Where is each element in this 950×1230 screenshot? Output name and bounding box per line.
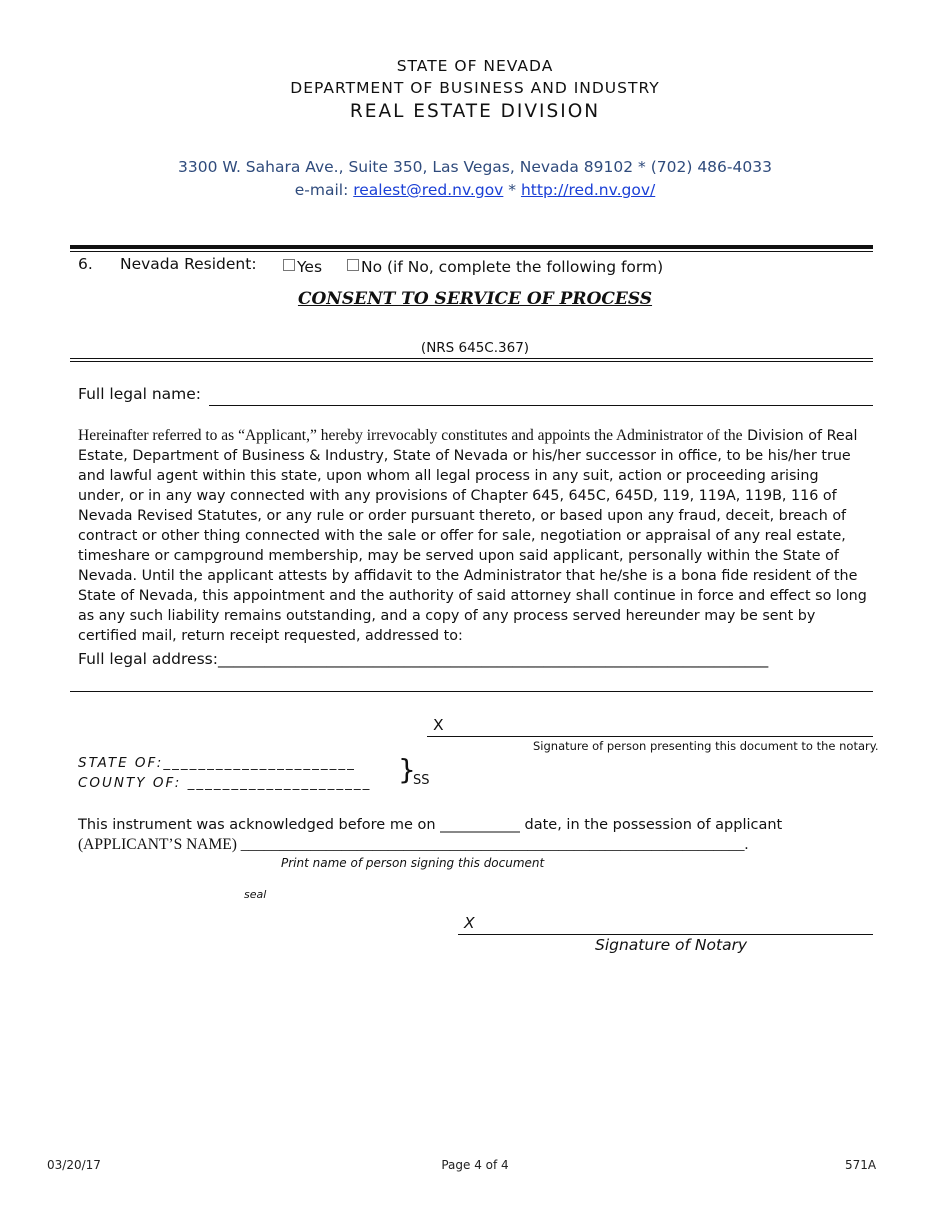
section-label: Nevada Resident: [120,255,257,273]
email-prefix: e-mail: [294,181,349,199]
full-legal-address-field[interactable]: _______________________________________________________________________ [217,650,769,668]
form-title: CONSENT TO SERVICE OF PROCESS [297,289,653,309]
full-legal-address-row [78,650,768,668]
no-label: No (if No, complete the following form) [361,258,664,276]
top-rule-thick [70,245,873,249]
title-rule-2 [70,361,873,362]
yes-label: Yes [297,258,323,276]
contact-links [0,181,950,199]
no-checkbox[interactable] [347,259,359,271]
print-name-caption: Print name of person signing this document [281,856,545,870]
no-option[interactable] [347,258,663,276]
header-division: REAL ESTATE DIVISION [349,101,601,122]
website-link[interactable]: http://red.nv.gov/ [520,181,656,199]
header-department: DEPARTMENT OF BUSINESS AND INDUSTRY [290,79,660,97]
seal-label: seal [244,888,267,901]
top-rule-thin [70,251,873,252]
county-of-field[interactable]: COUNTY OF: _____________________ [78,775,372,791]
footer-page: Page 4 of 4 [441,1158,509,1172]
nrs-citation: (NRS 645C.367) [420,340,530,356]
presenter-signature-x: X [433,716,444,734]
yes-checkbox[interactable] [283,259,295,271]
ss-brace: } [398,753,416,786]
applicant-name-field[interactable]: (APPLICANT’S NAME) _________________________________________________________________. [78,836,749,853]
email-link[interactable]: realest@red.nv.gov [353,181,504,199]
yes-option[interactable] [283,258,322,276]
presenter-signature-caption: Signature of person presenting this document to the notary. [533,739,879,753]
contact-address: 3300 W. Sahara Ave., Suite 350, Las Vegas, Nevada 89102 * (702) 486-4033 [178,158,772,176]
notary-signature-caption: Signature of Notary [595,936,748,954]
presenter-signature-line[interactable] [427,736,873,737]
paragraph-rest: Division of Real Estate, Department of Business & Industry, State of Nevada or his/her successor in office, to be his/her true and lawful agent within this state, upon whom all legal process in any suit, action or proceeding arising under, or in any way connected with any provisions of Chapter 645, 645C, 645D, 119, 119A, 119B, 116 of Nevada Revised Statutes, or any rule or order pursuant thereto, or based upon any fraud, deceit, breach of contract or other thing connected with the sale or offer for sale, negotiation or appraisal of any real estate, timeshare or campground membership, may be served upon said applicant, personally within the State of Nevada. Until the applicant attests by affidavit to the Administrator that he/she is a bona fide resident of the State of Nevada, this appointment and the authority of said attorney shall continue in force and effect so long as any such liability remains outstanding, and a copy of any process served hereunder may be sent by certified mail, return receipt requested, addressed to: [78,428,867,644]
full-legal-name-field[interactable] [209,405,873,406]
ss-label: SS [413,773,430,788]
paragraph-serif-start: Hereinafter referred to as “Applicant,” hereby irrevocably constitutes and appoints the Administrator of the [78,427,743,444]
full-legal-address-label: Full legal address: [78,650,218,668]
consent-paragraph [78,426,868,646]
address-rule [70,691,873,692]
notary-signature-x: X [464,914,475,932]
state-of-field[interactable]: STATE OF:______________________ [78,755,356,771]
notary-signature-line[interactable] [458,934,873,935]
contact-separator: * [508,181,517,199]
header-state: STATE OF NEVADA [396,57,554,75]
acknowledgment-text: This instrument was acknowledged before me on ___________ date, in the possession of applicant [78,817,783,833]
full-legal-name-label: Full legal name: [78,385,202,403]
footer-date: 03/20/17 [47,1158,101,1172]
section-number: 6. [78,255,93,273]
title-rule-1 [70,358,873,359]
footer-form-number: 571A [845,1158,877,1172]
